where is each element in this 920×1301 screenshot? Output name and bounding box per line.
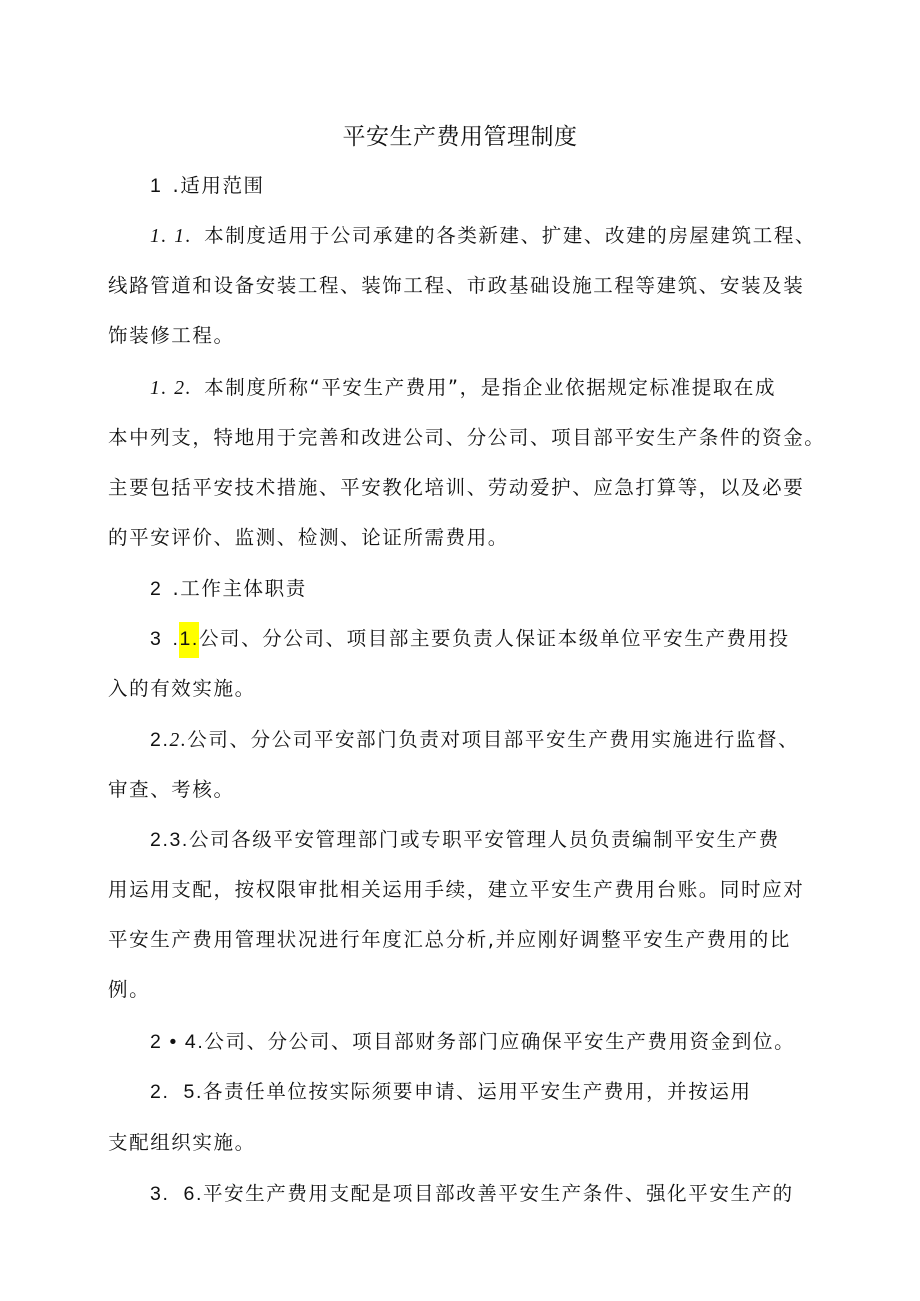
clause-1-1-line-1 xyxy=(150,222,816,251)
document-title: 平安生产费用管理制度 xyxy=(342,124,578,150)
clause-2-1-text: 公司、分公司、项目部主要负责人保证本级单位平安生产费用投 xyxy=(198,627,790,650)
highlighted-clause-number: 1. xyxy=(179,622,198,658)
section-1-title: .适用范围 xyxy=(172,174,265,197)
clause-2-5-line-2: 支配组织实施。 xyxy=(108,1131,256,1154)
clause-2-3-line-3: 平安生产费用管理状况进行年度汇总分析,并应刚好调整平安生产费用的比 xyxy=(108,928,791,951)
clause-2-1-number-major: 3 xyxy=(150,628,163,650)
clause-2-3-text: 公司各级平安管理部门或专职平安管理人员负责编制平安生产费 xyxy=(188,828,780,851)
section-2-heading xyxy=(150,575,307,603)
clause-2-5-number: 2. 5. xyxy=(150,1081,203,1103)
clause-2-5-line-1 xyxy=(150,1078,752,1106)
clause-2-4-number: 2 • 4. xyxy=(150,1031,205,1053)
clause-2-1-line-2: 入的有效实施。 xyxy=(108,677,256,700)
clause-2-2-line-2: 审查、考核。 xyxy=(108,778,235,801)
clause-2-2-text: 公司、分公司平安部门负责对项目部平安生产费用实施进行监督、 xyxy=(187,728,800,751)
clause-2-4-text: 公司、分公司、项目部财务部门应确保平安生产费用资金到位。 xyxy=(204,1030,796,1053)
clause-3-6-number: 3. 6. xyxy=(150,1183,203,1205)
section-2-title: .工作主体职责 xyxy=(172,577,307,600)
clause-2-3-line-4: 例。 xyxy=(108,978,151,1001)
clause-2-2-number-b: 2. xyxy=(169,730,188,751)
clause-1-2-number: 1. 2. xyxy=(150,378,193,399)
clause-2-1-number-dot: . xyxy=(172,628,180,650)
clause-2-2-line-1 xyxy=(150,726,799,755)
clause-2-2-number-a: 2. xyxy=(150,729,170,751)
clause-2-3-number: 2.3. xyxy=(150,829,189,851)
clause-1-1-number: 1. 1. xyxy=(150,226,193,247)
clause-2-3-line-2: 用运用支配，按权限审批相关运用手续，建立平安生产费用台账。同时应对 xyxy=(108,878,805,901)
clause-3-6-line-1 xyxy=(150,1180,794,1208)
clause-2-4-line-1 xyxy=(150,1028,795,1056)
clause-1-1-text: 本制度适用于公司承建的各类新建、扩建、改建的房屋建筑工程、 xyxy=(204,224,817,247)
clause-2-3-line-1 xyxy=(150,826,780,854)
section-2-number: 2 xyxy=(150,578,163,600)
clause-1-1-line-3: 饰装修工程。 xyxy=(108,324,235,347)
clause-1-2-text: 本制度所称“平安生产费用”，是指企业依据规定标准提取在成 xyxy=(204,376,777,399)
clause-1-1-line-2: 线路管道和设备安装工程、装饰工程、市政基础设施工程等建筑、安装及装 xyxy=(108,274,805,297)
clause-1-2-line-1 xyxy=(150,374,776,403)
clause-1-2-line-4: 的平安评价、监测、检测、论证所需费用。 xyxy=(108,526,509,549)
clause-2-5-text: 各责任单位按实际须要申请、运用平安生产费用，并按运用 xyxy=(202,1080,752,1103)
section-1-number: 1 xyxy=(150,175,163,197)
clause-1-2-line-2: 本中列支，特地用于完善和改进公司、分公司、项目部平安生产条件的资金。 xyxy=(108,426,826,449)
clause-1-2-line-3: 主要包括平安技术措施、平安教化培训、劳动爱护、应急打算等，以及必要 xyxy=(108,476,805,499)
clause-2-1-line-1 xyxy=(150,625,790,653)
clause-3-6-text: 平安生产费用支配是项目部改善平安生产条件、强化平安生产的 xyxy=(202,1182,794,1205)
section-1-heading xyxy=(150,172,265,200)
